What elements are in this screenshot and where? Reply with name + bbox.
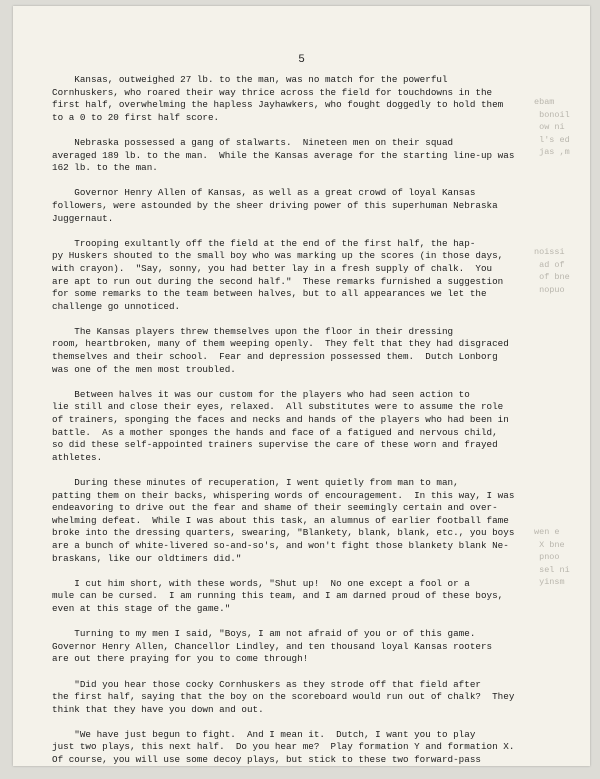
text-line: Governor Henry Allen of Kansas, as well as a great crowd of loyal Kansas — [52, 187, 476, 199]
text-line: Between halves it was our custom for the players who had seen action to — [52, 388, 470, 400]
text-line: Trooping exultantly off the field at the end of the first half, the hap- — [52, 237, 476, 249]
text-line: with crayon). "Say, sonny, you had better lay in a fresh supply of chalk. You — [52, 262, 493, 274]
text-line: even at this stage of the game." — [52, 602, 231, 614]
text-line: The Kansas players threw themselves upon the floor in their dressing — [52, 325, 454, 337]
text-line: room, heartbroken, many of them weeping openly. They felt that they had disgraced — [52, 338, 509, 350]
paragraph — [52, 729, 552, 767]
text-line: patting them on their backs, whispering words of encouragement. In this way, I was — [52, 489, 515, 501]
paragraph — [52, 628, 552, 666]
page-number: 5 — [298, 54, 305, 66]
text-line: Turning to my men I said, "Boys, I am not afraid of you or of this game. — [52, 628, 476, 640]
paragraph — [52, 578, 552, 616]
paragraph — [52, 326, 552, 376]
text-line: "Did you hear those cocky Cornhuskers as they strode off that field after — [52, 678, 481, 690]
document-body — [52, 74, 552, 779]
text-line: the first half, saying that the boy on the scoreboard would run out of chalk? They — [52, 691, 515, 703]
paragraph — [52, 74, 552, 124]
paragraph — [52, 477, 552, 565]
paragraph — [52, 679, 552, 717]
text-line: to a 0 to 20 first half score. — [52, 111, 220, 123]
text-line: py Huskers shouted to the small boy who was marking up the scores (in those days, — [52, 250, 504, 262]
text-line: themselves and their school. Fear and depression possessed them. Dutch Lonborg — [52, 351, 498, 363]
text-line: are out there praying for you to come through! — [52, 653, 309, 665]
text-line: so did these self-appointed trainers supervise the care of these worn and frayed — [52, 439, 498, 451]
text-line: whelming defeat. While I was about this task, an alumnus of earlier football fame — [52, 514, 509, 526]
text-line: first half, overwhelming the hapless Jayhawkers, who fought doggedly to hold them — [52, 99, 504, 111]
text-line: endeavoring to drive out the fear and shame of their seemingly certain and over- — [52, 502, 498, 514]
text-line: are a bunch of white-livered so-and-so's, and won't fight those blankety blank Ne- — [52, 539, 509, 551]
text-line: challenge go unnoticed. — [52, 300, 181, 312]
paragraph — [52, 137, 552, 175]
text-line: braskans, like our oldtimers did." — [52, 552, 242, 564]
text-line: followers, were astounded by the sheer driving power of this superhuman Nebraska — [52, 199, 498, 211]
text-line: for some remarks to the team between halves, but to all appearances we let the — [52, 288, 487, 300]
text-line: just two plays, this next half. Do you hear me? Play formation Y and formation X. — [52, 741, 515, 753]
text-line: athletes. — [52, 451, 103, 463]
text-line: lie still and close their eyes, relaxed. All substitutes were to assume the role — [52, 401, 504, 413]
text-line: Governor Henry Allen, Chancellor Lindley, and ten thousand loyal Kansas rooters — [52, 640, 493, 652]
text-line: of trainers, sponging the faces and necks and hands of the players who had been in — [52, 414, 509, 426]
bleed-through-text: ebam bonoil ow ni l's ed jas ,m — [534, 97, 570, 158]
text-line: are apt to run out during the second half." These remarks furnished a suggestion — [52, 275, 504, 287]
text-line: Cornhuskers, who roared their way thrice across the field for touchdowns in the — [52, 86, 493, 98]
paragraph — [52, 187, 552, 225]
text-line: broke into the dressing quarters, swearing, "Blankety, blank, blank, etc., you boys — [52, 527, 515, 539]
text-line: During these minutes of recuperation, I went quietly from man to man, — [52, 477, 459, 488]
paragraph — [52, 389, 552, 465]
bleed-through-text: noissi ad of of bne nopuo — [534, 247, 570, 295]
text-line: Of course, you will use some decoy plays, but stick to these two forward-pass — [52, 754, 481, 766]
text-line: was one of the men most troubled. — [52, 363, 236, 375]
text-line: Kansas, outweighed 27 lb. to the man, was no match for the powerful — [52, 74, 448, 85]
text-line: Nebraska possessed a gang of stalwarts. Nineteen men on their squad — [52, 136, 454, 148]
text-line: Juggernaut. — [52, 212, 114, 224]
document-page — [13, 6, 590, 766]
bleed-through-text: wen e X bne pnoo sel ni yinsm — [534, 527, 570, 588]
text-line: "We have just begun to fight. And I mean it. Dutch, I want you to play — [52, 728, 476, 740]
text-line: think that they have you down and out. — [52, 703, 264, 715]
text-line: mule can be cursed. I am running this team, and I am darned proud of these boys, — [52, 590, 504, 602]
text-line: I cut him short, with these words, "Shut up! No one except a fool or a — [52, 577, 470, 589]
paragraph — [52, 238, 552, 314]
text-line: battle. As a mother sponges the hands and face of a fatigued and nervous child, — [52, 426, 498, 438]
text-line: averaged 189 lb. to the man. While the Kansas average for the starting line-up was — [52, 149, 515, 161]
text-line: 162 lb. to the man. — [52, 162, 158, 174]
